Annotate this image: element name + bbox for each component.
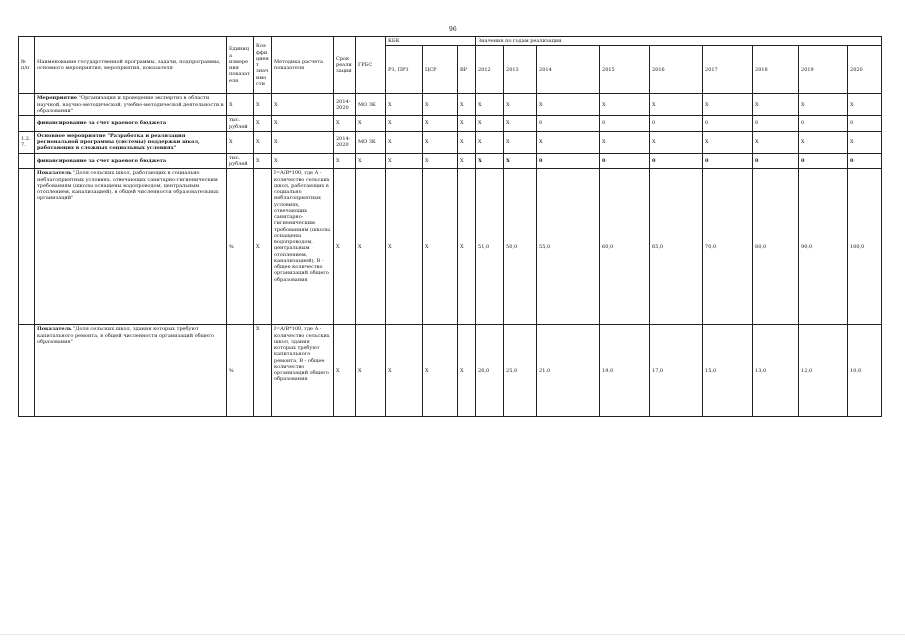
- row-name: [35, 325, 227, 417]
- row-value: 0: [799, 153, 848, 169]
- row-name: [35, 169, 227, 325]
- header-row-1: [19, 37, 882, 46]
- row-csr: X: [423, 169, 458, 325]
- table-row: [19, 94, 882, 116]
- row-unit: X: [227, 131, 254, 153]
- header-coef: Коэффициент значимости: [254, 37, 272, 94]
- row-grbs: X: [356, 325, 386, 417]
- row-coef: X: [254, 169, 272, 325]
- table-row: [19, 325, 882, 417]
- header-year: 2017: [703, 46, 753, 94]
- row-value: X: [537, 94, 600, 116]
- row-value: 0: [537, 153, 600, 169]
- row-coef: X: [254, 131, 272, 153]
- row-csr: X: [423, 131, 458, 153]
- header-unit: Единица измерения показателя: [227, 37, 254, 94]
- header-year: 2012: [476, 46, 504, 94]
- row-value: X: [703, 94, 753, 116]
- row-value: 55,0: [537, 169, 600, 325]
- row-value: 0: [537, 116, 600, 132]
- row-method: X: [272, 131, 334, 153]
- row-name-label: Показатель: [37, 170, 72, 177]
- row-value: 0: [753, 116, 799, 132]
- row-method: X: [272, 116, 334, 132]
- row-value: X: [799, 94, 848, 116]
- row-csr: X: [423, 153, 458, 169]
- header-values-by-year: Значения по годам реализации: [476, 37, 882, 46]
- row-term: X: [334, 169, 356, 325]
- row-unit: %: [227, 169, 254, 325]
- row-rz: X: [386, 131, 423, 153]
- row-unit: тыс. рублей: [227, 116, 254, 132]
- row-value: X: [504, 116, 537, 132]
- row-num: [19, 94, 35, 116]
- row-value: X: [650, 94, 703, 116]
- row-name: финансирование за счет краевого бюджета: [35, 153, 227, 169]
- row-rz: X: [386, 169, 423, 325]
- row-num: [19, 325, 35, 417]
- row-unit: X: [227, 94, 254, 116]
- row-value: 21,0: [537, 325, 600, 417]
- row-rz: X: [386, 325, 423, 417]
- row-value: 19,0: [600, 325, 650, 417]
- header-year: 2018: [753, 46, 799, 94]
- row-value: 12,0: [799, 325, 848, 417]
- row-grbs: МО ЗК: [356, 131, 386, 153]
- table-row: [19, 153, 882, 169]
- header-year: 2013: [504, 46, 537, 94]
- row-value: 0: [650, 116, 703, 132]
- row-value: X: [476, 131, 504, 153]
- row-name-label: Показатель: [37, 326, 72, 333]
- row-value: 25,0: [504, 325, 537, 417]
- row-coef: X: [254, 116, 272, 132]
- row-term: X: [334, 325, 356, 417]
- row-num: [19, 169, 35, 325]
- row-value: 0: [600, 153, 650, 169]
- row-value: 0: [753, 153, 799, 169]
- row-method: X: [272, 94, 334, 116]
- row-name-label: Мероприятие: [37, 95, 78, 102]
- row-grbs: X: [356, 153, 386, 169]
- row-value: X: [476, 153, 504, 169]
- header-name: Наименование государственной программы, задачи, подпрограммы, основного мероприятия, мероприятия, показателя: [35, 37, 227, 94]
- row-value: 0: [600, 116, 650, 132]
- row-term: 2014-2020: [334, 94, 356, 116]
- row-rz: X: [386, 116, 423, 132]
- row-value: 0: [799, 116, 848, 132]
- row-name: [35, 94, 227, 116]
- row-term: X: [334, 116, 356, 132]
- row-value: 26,0: [476, 325, 504, 417]
- row-value: X: [476, 116, 504, 132]
- row-num: [19, 116, 35, 132]
- row-rz: X: [386, 94, 423, 116]
- row-name-text: "Организация и проведение экспертиз в области научной, научно-методической, учебно-методической деятельности в образовании": [37, 95, 224, 114]
- row-method: X: [272, 153, 334, 169]
- header-vr: ВР: [458, 46, 476, 94]
- row-name: Основное мероприятие "Разработка и реализация региональной программы (системы) поддержки школ, работающих в сложных социальных условиях": [35, 131, 227, 153]
- header-num: № п/п: [19, 37, 35, 94]
- page-edge: [0, 634, 905, 635]
- row-value: 0: [650, 153, 703, 169]
- row-value: X: [650, 131, 703, 153]
- header-kbk: КБК: [386, 37, 476, 46]
- row-value: 51,0: [476, 169, 504, 325]
- row-grbs: X: [356, 116, 386, 132]
- row-value: 0: [703, 153, 753, 169]
- row-value: X: [753, 131, 799, 153]
- row-term: 2014-2020: [334, 131, 356, 153]
- row-value: 80,0: [753, 169, 799, 325]
- row-vr: X: [458, 94, 476, 116]
- header-csr: ЦСР: [423, 46, 458, 94]
- row-value: 0: [703, 116, 753, 132]
- row-vr: X: [458, 325, 476, 417]
- row-value: 70,0: [703, 169, 753, 325]
- table-row: [19, 131, 882, 153]
- row-value: 90,0: [799, 169, 848, 325]
- row-value: X: [703, 131, 753, 153]
- header-term: Срок реализации: [334, 37, 356, 94]
- program-table: [18, 36, 882, 417]
- row-rz: X: [386, 153, 423, 169]
- row-value: X: [476, 94, 504, 116]
- row-vr: X: [458, 153, 476, 169]
- table-row: [19, 169, 882, 325]
- row-grbs: МО ЗК: [356, 94, 386, 116]
- row-coef: X: [254, 94, 272, 116]
- page-number: 96: [449, 26, 457, 33]
- row-value: 17,0: [650, 325, 703, 417]
- header-grbs: ГРБС: [356, 37, 386, 94]
- header-rz: РЗ, ПРЗ: [386, 46, 423, 94]
- table-row: [19, 116, 882, 132]
- row-value: X: [799, 131, 848, 153]
- row-coef: X: [254, 153, 272, 169]
- row-num: 1.2.7.: [19, 131, 35, 153]
- row-value: 15,0: [703, 325, 753, 417]
- row-value: X: [600, 94, 650, 116]
- row-num: [19, 153, 35, 169]
- row-value: X: [537, 131, 600, 153]
- row-value: 10,0: [848, 325, 882, 417]
- row-value: X: [848, 131, 882, 153]
- header-year: 2016: [650, 46, 703, 94]
- row-csr: X: [423, 325, 458, 417]
- row-value: 0: [848, 116, 882, 132]
- row-value: 0: [848, 153, 882, 169]
- row-value: X: [600, 131, 650, 153]
- row-value: X: [504, 94, 537, 116]
- row-term: X: [334, 153, 356, 169]
- row-name-text: "Доля сельских школ, работающих в социально неблагоприятных условиях, отвечающих санитарно-гигиеническим требованиям (школы оснащены водопроводом, центральным отоплением, канализацией), в общей численности образовательных организаций": [37, 170, 219, 202]
- row-value: X: [753, 94, 799, 116]
- row-grbs: X: [356, 169, 386, 325]
- row-method: I=A/B*100, где А - количество сельских школ, работающих в социально неблагоприятных условиях, отвечающих санитарно-гигиеническим требованиям (школы оснащены водопроводом, центральным отоплением, канализацией), В - общее количество организаций общего образования: [272, 169, 334, 325]
- row-value: 50,0: [504, 169, 537, 325]
- header-year: 2014: [537, 46, 600, 94]
- row-value: 13,0: [753, 325, 799, 417]
- row-coef: X: [254, 325, 272, 417]
- row-value: 60,0: [600, 169, 650, 325]
- row-vr: X: [458, 116, 476, 132]
- row-unit: %: [227, 325, 254, 417]
- row-vr: X: [458, 131, 476, 153]
- row-name-text: "Доля сельских школ, здания которых требуют капитального ремонта, в общей численности организаций общего образования": [37, 326, 214, 345]
- row-value: 65,0: [650, 169, 703, 325]
- header-method: Методика расчета показателя: [272, 37, 334, 94]
- row-value: X: [504, 131, 537, 153]
- row-value: X: [848, 94, 882, 116]
- header-year: 2019: [799, 46, 848, 94]
- header-year: 2015: [600, 46, 650, 94]
- row-vr: X: [458, 169, 476, 325]
- row-name: финансирование за счет краевого бюджета: [35, 116, 227, 132]
- row-value: 100,0: [848, 169, 882, 325]
- row-value: X: [504, 153, 537, 169]
- row-method: I=A/B*100, где А - количество сельских школ, здания которых требуют капитального ремонта, В - общее количество организаций общего образования: [272, 325, 334, 417]
- row-csr: X: [423, 94, 458, 116]
- row-unit: тыс. рублей: [227, 153, 254, 169]
- row-csr: X: [423, 116, 458, 132]
- header-year: 2020: [848, 46, 882, 94]
